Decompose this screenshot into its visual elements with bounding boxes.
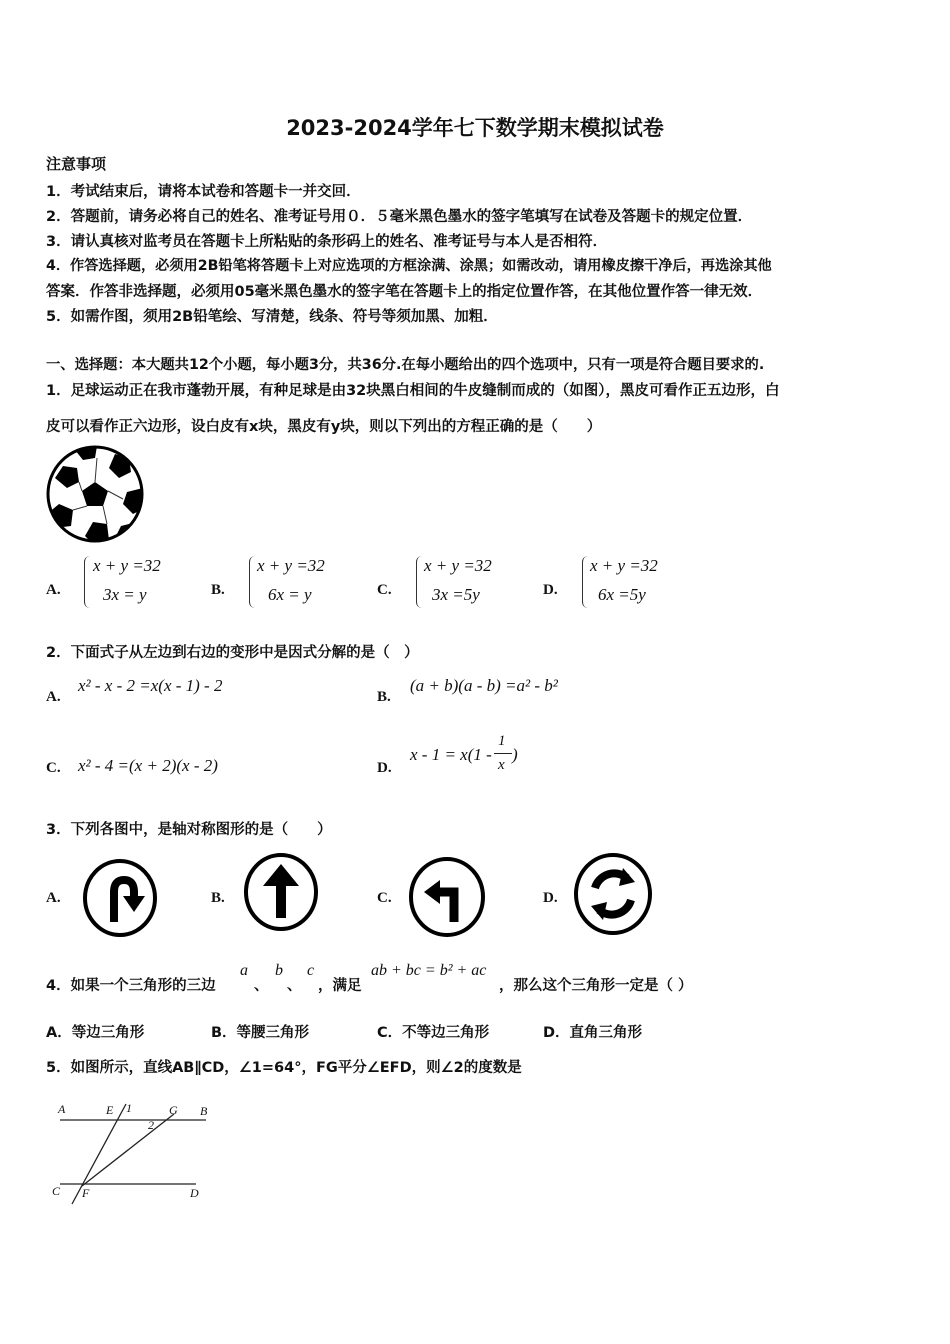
q1-option-b-eq2: 6x = y	[268, 585, 312, 604]
q5-stem: 5．如图所示，直线AB∥CD，∠1=64°，FG平分∠EFD，则∠2的度数是	[46, 1060, 522, 1076]
q4-sep: 、	[287, 978, 302, 994]
q2-option-d-label[interactable]: D.	[377, 760, 392, 776]
q3-option-b-label[interactable]: B.	[211, 890, 225, 906]
q3-option-d-label[interactable]: D.	[543, 890, 558, 906]
fig-label: 1	[126, 1101, 132, 1115]
notice-item: 5．如需作图，须用2B铅笔绘、写清楚，线条、符号等须加黑、加粗．	[46, 309, 498, 325]
q5-figure	[50, 1098, 230, 1208]
q3-option-c-label[interactable]: C.	[377, 890, 392, 906]
q4-option-c[interactable]: C．不等边三角形	[377, 1025, 490, 1041]
notice-item: 4．作答选择题，必须用2B铅笔将答题卡上对应选项的方框涂满、涂黑；如需改动，请用橡皮擦干净后，再选涂其他	[46, 258, 772, 274]
q2-option-a-label[interactable]: A.	[46, 689, 61, 705]
q4-var-a: a	[240, 962, 248, 979]
q4-condition: ab + bc = b² + ac	[371, 962, 487, 979]
q1-option-a-eq1: x + y =32	[93, 556, 161, 575]
fig-label: D	[190, 1186, 199, 1200]
q1-option-c-eq1: x + y =32	[424, 556, 492, 575]
left-turn-sign-icon[interactable]	[408, 856, 486, 938]
q3-stem: 3．下列各图中，是轴对称图形的是（ ）	[46, 822, 332, 838]
notice-item: 3．请认真核对监考员在答题卡上所粘贴的条形码上的姓名、准考证号与本人是否相符．	[46, 234, 608, 250]
q2-option-d-frac-den: x	[498, 757, 505, 773]
q1-option-d-eq1: x + y =32	[590, 556, 658, 575]
q2-option-b-label[interactable]: B.	[377, 689, 391, 705]
q1-stem-line1: 1．足球运动正在我市蓬勃开展，有种足球是由32块黑白相间的牛皮缝制而成的（如图），黑皮可看作正五边形，白	[46, 383, 780, 399]
brace	[582, 556, 589, 608]
fig-label: C	[52, 1184, 61, 1198]
q1-option-b-label[interactable]: B.	[211, 582, 225, 598]
q4-stem-suffix: ，那么这个三角形一定是（ ）	[499, 978, 693, 994]
brace	[249, 556, 256, 608]
roundabout-sign-icon[interactable]	[573, 852, 653, 936]
q2-option-c-label[interactable]: C.	[46, 760, 61, 776]
q1-option-d-label[interactable]: D.	[543, 582, 558, 598]
q4-var-b: b	[275, 962, 283, 979]
brace	[84, 556, 91, 608]
q2-stem: 2．下面式子从左边到右边的变形中是因式分解的是（ ）	[46, 645, 419, 661]
fig-label: F	[82, 1186, 90, 1200]
brace	[416, 556, 423, 608]
notice-item: 1．考试结束后，请将本试卷和答题卡一并交回．	[46, 184, 361, 200]
q4-stem-mid: ，满足	[318, 978, 362, 994]
section-heading: 一、选择题：本大题共12个小题，每小题3分，共36分.在每小题给出的四个选项中，只有一项是符合题目要求的.	[46, 357, 765, 373]
notice-item: 答案．作答非选择题，必须用05毫米黑色墨水的签字笔在答题卡上的指定位置作答，在其他位置作答一律无效．	[46, 284, 763, 300]
q4-option-a[interactable]: A．等边三角形	[46, 1025, 145, 1041]
fig-label: G	[169, 1103, 178, 1117]
u-turn-sign-icon[interactable]	[82, 858, 158, 938]
q1-option-b-eq1: x + y =32	[257, 556, 325, 575]
q2-option-d-expr-right: )	[512, 745, 518, 764]
fig-label: A	[58, 1102, 66, 1116]
notice-heading: 注意事项	[46, 155, 107, 173]
q4-option-b[interactable]: B．等腰三角形	[211, 1025, 310, 1041]
fig-label: 2	[148, 1118, 154, 1132]
fraction-bar	[494, 753, 512, 754]
q4-stem-prefix: 4．如果一个三角形的三边	[46, 978, 216, 994]
fig-label: B	[200, 1104, 208, 1118]
q1-option-a-eq2: 3x = y	[103, 585, 147, 604]
page-title: 2023-2024学年七下数学期末模拟试卷	[286, 116, 664, 140]
q4-option-d[interactable]: D．直角三角形	[543, 1025, 643, 1041]
q1-option-c-eq2: 3x =5y	[432, 585, 480, 604]
notice-item: 2．答题前，请务必将自己的姓名、准考证号用０．５毫米黑色墨水的签字笔填写在试卷及答题卡的规定位置．	[46, 209, 753, 225]
q2-option-d-frac-num: 1	[498, 733, 506, 749]
q1-option-d-eq2: 6x =5y	[598, 585, 646, 604]
straight-arrow-sign-icon[interactable]	[243, 852, 319, 932]
q1-option-c-label[interactable]: C.	[377, 582, 392, 598]
q3-option-a-label[interactable]: A.	[46, 890, 61, 906]
fig-label: E	[106, 1103, 114, 1117]
q4-var-c: c	[307, 962, 315, 979]
q1-option-a-label[interactable]: A.	[46, 582, 61, 598]
q2-option-c-expr: x² - 4 =(x + 2)(x - 2)	[78, 756, 218, 775]
q2-option-b-expr: (a + b)(a - b) =a² - b²	[410, 676, 558, 695]
soccer-ball-icon	[45, 444, 145, 544]
q1-stem-line2: 皮可以看作正六边形，设白皮有x块，黑皮有y块，则以下列出的方程正确的是（ ）	[46, 419, 602, 435]
q2-option-a-expr: x² - x - 2 =x(x - 1) - 2	[78, 676, 223, 695]
q4-sep: 、	[254, 978, 269, 994]
q2-option-d-expr-left: x - 1 = x(1 -	[410, 745, 492, 764]
